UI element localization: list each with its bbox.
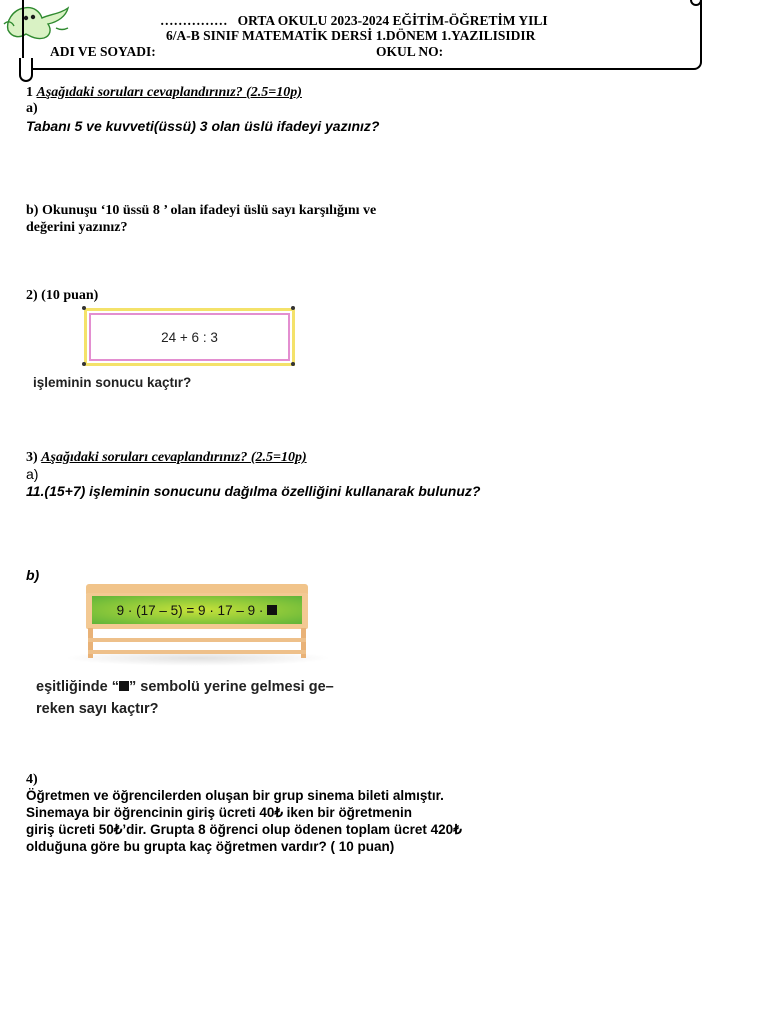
header-school-year: ORTA OKULU 2023-2024 EĞİTİM-ÖĞRETİM YILI bbox=[237, 13, 548, 28]
expression-text: 24 + 6 : 3 bbox=[89, 313, 290, 361]
box-corner-dot bbox=[291, 306, 295, 310]
q1-title bbox=[26, 85, 302, 101]
q3-number: 3) bbox=[26, 450, 38, 465]
q2-title: 2) (10 puan) bbox=[26, 288, 99, 303]
q4-line-4: olduğuna göre bu grupta kaç öğretmen vardır? ( 10 puan) bbox=[26, 839, 395, 854]
q4-line-3: giriş ücreti 50₺’dir. Grupta 8 öğrenci olup ödenen toplam ücret 420₺ bbox=[26, 822, 462, 837]
box-corner-dot bbox=[291, 362, 295, 366]
q3-title bbox=[26, 450, 307, 466]
board-expression-text: 9 · (17 – 5) = 9 · 17 – 9 · bbox=[116, 602, 264, 618]
expression-box bbox=[84, 308, 295, 366]
q1-instruction: Aşağıdaki soruları cevaplandırınız? (2.5=10p) bbox=[36, 85, 302, 100]
scroll-curl-left bbox=[19, 58, 33, 82]
header-line-1 bbox=[160, 13, 548, 29]
q4-line-1: Öğretmen ve öğrencilerden oluşan bir grup sinema bileti almıştır. bbox=[26, 788, 444, 803]
q3-caption-post: ” sembolü yerine gelmesi ge– bbox=[129, 679, 334, 695]
q4-number: 4) bbox=[26, 772, 38, 787]
q1-b-line-2: değerini yazınız? bbox=[26, 220, 128, 235]
box-corner-dot bbox=[82, 306, 86, 310]
black-square-icon bbox=[119, 681, 129, 691]
q4-line-2: Sinemaya bir öğrencinin giriş ücreti 40₺ iken bir öğretmenin bbox=[26, 805, 412, 820]
q2-caption: işleminin sonucu kaçtır? bbox=[33, 375, 192, 390]
q1-a-label: a) bbox=[26, 101, 38, 116]
board-rail bbox=[88, 638, 306, 642]
q3-b-caption-line-2: reken sayı kaçtır? bbox=[36, 701, 159, 717]
black-square-icon bbox=[267, 605, 277, 615]
header-line-2: 6/A-B SINIF MATEMATİK DERSİ 1.DÖNEM 1.YAZILISIDIR bbox=[166, 28, 536, 43]
header-dots: …………… bbox=[160, 13, 228, 28]
q1-a-text: Tabanı 5 ve kuvveti(üssü) 3 olan üslü ifadeyi yazınız? bbox=[26, 118, 380, 134]
q3-a-label: a) bbox=[26, 466, 39, 482]
name-label: ADI VE SOYADI: bbox=[50, 44, 156, 59]
school-number-label: OKUL NO: bbox=[376, 44, 444, 59]
q3-b-label: b) bbox=[26, 567, 40, 583]
q3-b-caption-line-1 bbox=[36, 679, 334, 695]
box-corner-dot bbox=[82, 362, 86, 366]
q1-number: 1 bbox=[26, 85, 33, 100]
q3-a-text: 11.(15+7) işleminin sonucunu dağılma özelliğini kullanarak bulunuz? bbox=[26, 483, 481, 499]
board-expression bbox=[92, 596, 302, 624]
board-rail bbox=[88, 650, 306, 654]
q3-caption-pre: eşitliğinde “ bbox=[36, 679, 119, 695]
q3-instruction: Aşağıdaki soruları cevaplandırınız? (2.5=10p) bbox=[41, 450, 307, 465]
q1-b-line-1: b) Okunuşu ‘10 üssü 8 ’ olan ifadeyi üslü sayı karşılığını ve bbox=[26, 203, 377, 218]
